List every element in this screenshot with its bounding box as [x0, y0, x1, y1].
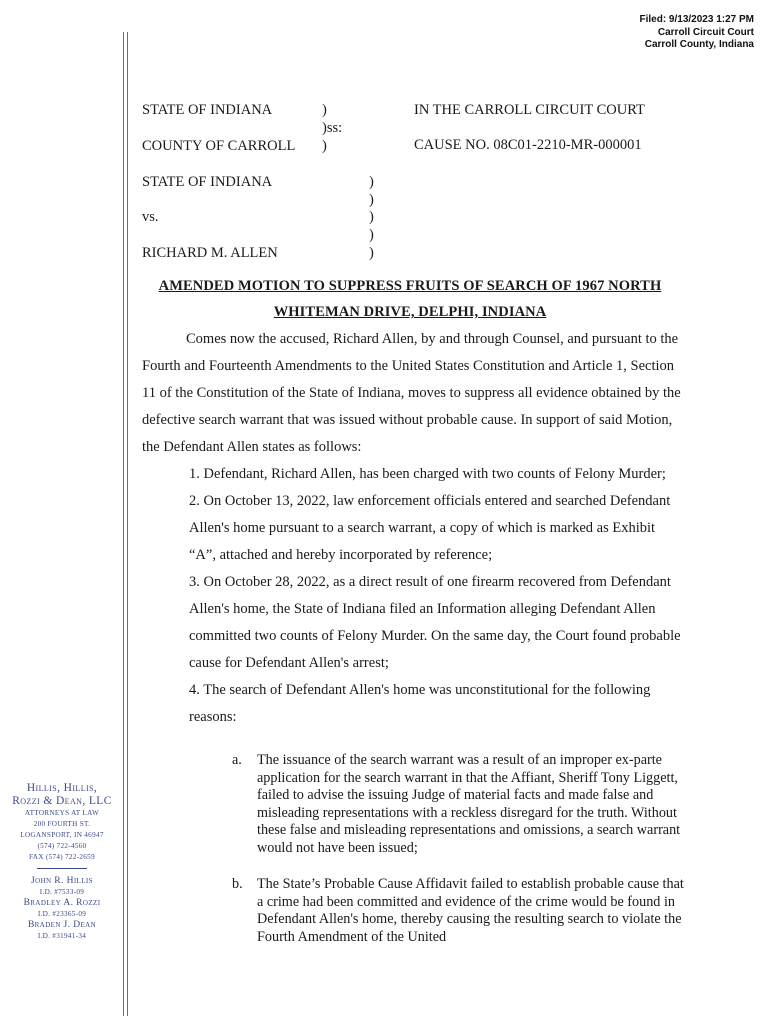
margin-rule-left: [123, 32, 124, 1016]
attorney-name: Bradley A. Rozzi: [23, 898, 101, 908]
motion-body: [142, 326, 682, 731]
firm-name-line1: Hillis, Hillis,: [26, 782, 98, 794]
firm-phone: (574) 722-4560: [37, 842, 87, 850]
numbered-item-4: 4. The search of Defendant Allen's home was unconstitutional for the following reasons:: [189, 682, 651, 725]
plaintiff-name: STATE OF INDIANA: [142, 174, 273, 190]
letterhead-divider: [37, 868, 87, 869]
sub-item-text: The State’s Probable Cause Affidavit failed to establish probable cause that a crime had been committed and evidence of the crime would be found in Defendant Allen's home, thereby causing the resulting search to violate the Fourth Amendment of the United: [257, 876, 684, 945]
firm-tagline: ATTORNEYS AT LAW: [24, 809, 100, 817]
intro-paragraph: Comes now the accused, Richard Allen, by and through Counsel, and pursuant to the Fourth and Fourteenth Amendments to the United States Constitution and Article 1, Section 11 of the Constitution of the State of Indiana, moves to suppress all evidence obtained by the defective search warrant that was issued without probable cause. In support of said Motion, the Defendant Allen states as follows:: [142, 331, 681, 455]
numbered-item-1: 1. Defendant, Richard Allen, has been charged with two counts of Felony Murder;: [189, 466, 666, 482]
filed-date: Filed: 9/13/2023 1:27 PM: [639, 14, 754, 25]
sub-item-text: The issuance of the search warrant was a result of an improper ex-parte application for the search warrant in that the Affiant, Sheriff Tony Liggett, failed to advise the issuing Judge of material facts and made false and misleading representations with a reckless disregard for the truth. Without these false and misleading representations and omissions, a search warrant would not have been issued;: [257, 752, 681, 856]
motion-title-line1: AMENDED MOTION TO SUPPRESS FRUITS OF SEARCH OF 1967 NORTH: [158, 278, 662, 294]
caption-state: STATE OF INDIANA: [142, 102, 273, 118]
caption-paren: ): [369, 227, 374, 243]
motion-title-line2: WHITEMAN DRIVE, DELPHI, INDIANA: [273, 304, 547, 320]
firm-address-city: LOGANSPORT, IN 46947: [20, 831, 104, 839]
sub-item-b: [232, 876, 684, 946]
caption-paren: ): [369, 192, 374, 208]
court-name: IN THE CARROLL CIRCUIT COURT: [414, 102, 645, 118]
attorney-id: I.D. #31941-34: [37, 932, 87, 940]
attorney-id: I.D. #7533-09: [39, 888, 85, 896]
sub-item-marker: a.: [232, 752, 242, 768]
firm-letterhead: [4, 782, 120, 942]
caption-paren: ): [369, 174, 374, 190]
caption-paren: ): [369, 209, 374, 225]
attorney-name: Braden J. Dean: [27, 920, 97, 930]
numbered-item-3: 3. On October 28, 2022, as a direct result of one firearm recovered from Defendant Allen's home, the State of Indiana filed an Information alleging Defendant Allen committed two counts of Felony Murder. On the same day, the Court found probable cause for Defendant Allen's arrest;: [189, 574, 681, 671]
caption-paren: ): [322, 102, 327, 118]
defendant-name: RICHARD M. ALLEN: [142, 245, 278, 261]
filed-county: Carroll County, Indiana: [644, 39, 754, 50]
filed-stamp: [639, 14, 754, 52]
caption-county: COUNTY OF CARROLL: [142, 138, 296, 154]
caption-paren: ): [369, 245, 374, 261]
attorney-id: I.D. #23365-09: [37, 910, 87, 918]
caption-ss: )ss:: [322, 120, 343, 136]
firm-name-line2: Rozzi & Dean, LLC: [12, 795, 112, 807]
sub-item-marker: b.: [232, 876, 243, 892]
firm-fax: FAX (574) 722-2659: [29, 853, 95, 861]
margin-rule-right: [127, 32, 128, 1016]
versus: vs.: [142, 209, 159, 225]
cause-number: CAUSE NO. 08C01-2210-MR-000001: [414, 137, 642, 153]
firm-address-street: 200 FOURTH ST.: [33, 820, 91, 828]
sub-item-a: [232, 752, 684, 858]
filed-court: Carroll Circuit Court: [657, 26, 754, 38]
numbered-item-2: 2. On October 13, 2022, law enforcement officials entered and searched Defendant Allen's home pursuant to a search warrant, a copy of which is marked as Exhibit “A”, attached and hereby incorporated by reference;: [189, 493, 671, 563]
attorney-name: John R. Hillis: [31, 876, 93, 886]
caption-paren: ): [322, 138, 327, 154]
